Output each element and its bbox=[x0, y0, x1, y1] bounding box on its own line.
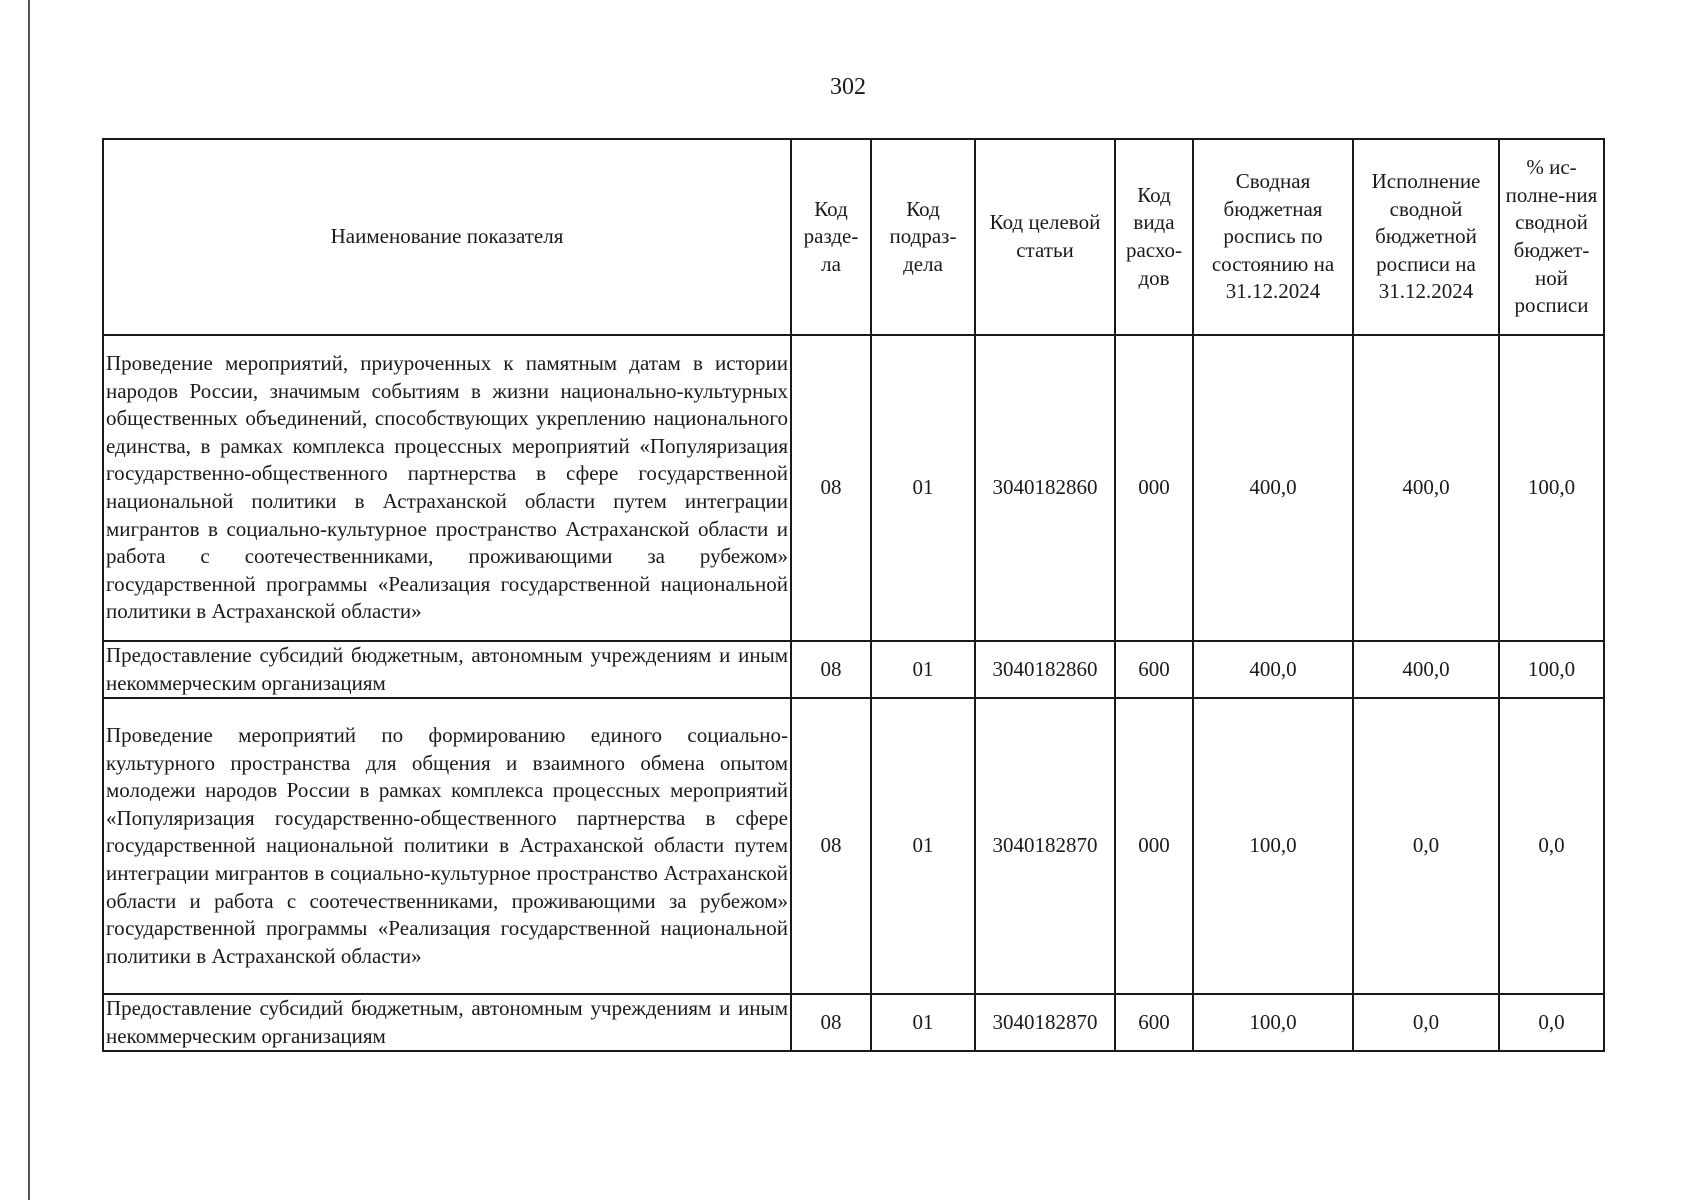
header-plan: Сводная бюджетная роспись по состоянию на 31.12.2024 bbox=[1193, 139, 1353, 335]
header-pct: % ис-полне-ния сводной бюджет-ной росписи bbox=[1499, 139, 1604, 335]
table-row bbox=[103, 698, 1604, 994]
page-number: 302 bbox=[830, 74, 866, 100]
cell-statya: 3040182870 bbox=[975, 994, 1115, 1051]
table-row bbox=[103, 994, 1604, 1051]
cell-plan: 400,0 bbox=[1193, 335, 1353, 641]
cell-name: Проведение мероприятий, приуроченных к памятным датам в истории народов России, значимым событиям в жизни национально-культурных общественных объединений, способствующих укреплению национального единства, в рамках комплекса процессных мероприятий «Популяризация государственно-общественного партнерства в сфере государственной национальной политики в Астраханской области путем интеграции мигрантов в социально-культурное пространство Астраханской области и работа с соотечественниками, проживающими за рубежом» государственной программы «Реализация государственной национальной политики в Астраханской области» bbox=[103, 335, 791, 641]
cell-podrazdel: 01 bbox=[871, 994, 975, 1051]
cell-pct: 100,0 bbox=[1499, 641, 1604, 698]
cell-vid: 000 bbox=[1115, 335, 1193, 641]
cell-statya: 3040182860 bbox=[975, 335, 1115, 641]
cell-podrazdel: 01 bbox=[871, 698, 975, 994]
cell-pct: 100,0 bbox=[1499, 335, 1604, 641]
header-vid: Код вида расхо-дов bbox=[1115, 139, 1193, 335]
cell-pct: 0,0 bbox=[1499, 994, 1604, 1051]
cell-pct: 0,0 bbox=[1499, 698, 1604, 994]
table-row bbox=[103, 335, 1604, 641]
cell-plan: 100,0 bbox=[1193, 698, 1353, 994]
cell-name: Предоставление субсидий бюджетным, автономным учреждениям и иным некоммерческим организациям bbox=[103, 641, 791, 698]
cell-razdel: 08 bbox=[791, 641, 871, 698]
header-razdel: Код разде-ла bbox=[791, 139, 871, 335]
cell-name: Предоставление субсидий бюджетным, автономным учреждениям и иным некоммерческим организациям bbox=[103, 994, 791, 1051]
cell-vid: 600 bbox=[1115, 994, 1193, 1051]
header-name: Наименование показателя bbox=[103, 139, 791, 335]
header-podrazdel: Код подраз-дела bbox=[871, 139, 975, 335]
cell-plan: 100,0 bbox=[1193, 994, 1353, 1051]
cell-exec: 0,0 bbox=[1353, 698, 1499, 994]
header-statya: Код целевой статьи bbox=[975, 139, 1115, 335]
table-header-row bbox=[103, 139, 1604, 335]
cell-statya: 3040182860 bbox=[975, 641, 1115, 698]
cell-podrazdel: 01 bbox=[871, 335, 975, 641]
cell-razdel: 08 bbox=[791, 994, 871, 1051]
cell-exec: 400,0 bbox=[1353, 335, 1499, 641]
cell-plan: 400,0 bbox=[1193, 641, 1353, 698]
cell-statya: 3040182870 bbox=[975, 698, 1115, 994]
cell-exec: 400,0 bbox=[1353, 641, 1499, 698]
cell-vid: 600 bbox=[1115, 641, 1193, 698]
budget-execution-table bbox=[102, 138, 1605, 1052]
header-exec: Исполнение сводной бюджетной росписи на 31.12.2024 bbox=[1353, 139, 1499, 335]
cell-razdel: 08 bbox=[791, 698, 871, 994]
cell-exec: 0,0 bbox=[1353, 994, 1499, 1051]
cell-vid: 000 bbox=[1115, 698, 1193, 994]
table-row bbox=[103, 641, 1604, 698]
cell-name: Проведение мероприятий по формированию единого социально-культурного пространства для общения и взаимного обмена опытом молодежи народов России в рамках комплекса процессных мероприятий «Популяризация государственно-общественного партнерства в сфере государственной национальной политики в Астраханской области путем интеграции мигрантов в социально-культурное пространство Астраханской области и работа с соотечественниками, проживающими за рубежом» государственной программы «Реализация государственной национальной политики в Астраханской области» bbox=[103, 698, 791, 994]
cell-razdel: 08 bbox=[791, 335, 871, 641]
scan-left-edge-line bbox=[28, 0, 30, 1200]
cell-podrazdel: 01 bbox=[871, 641, 975, 698]
